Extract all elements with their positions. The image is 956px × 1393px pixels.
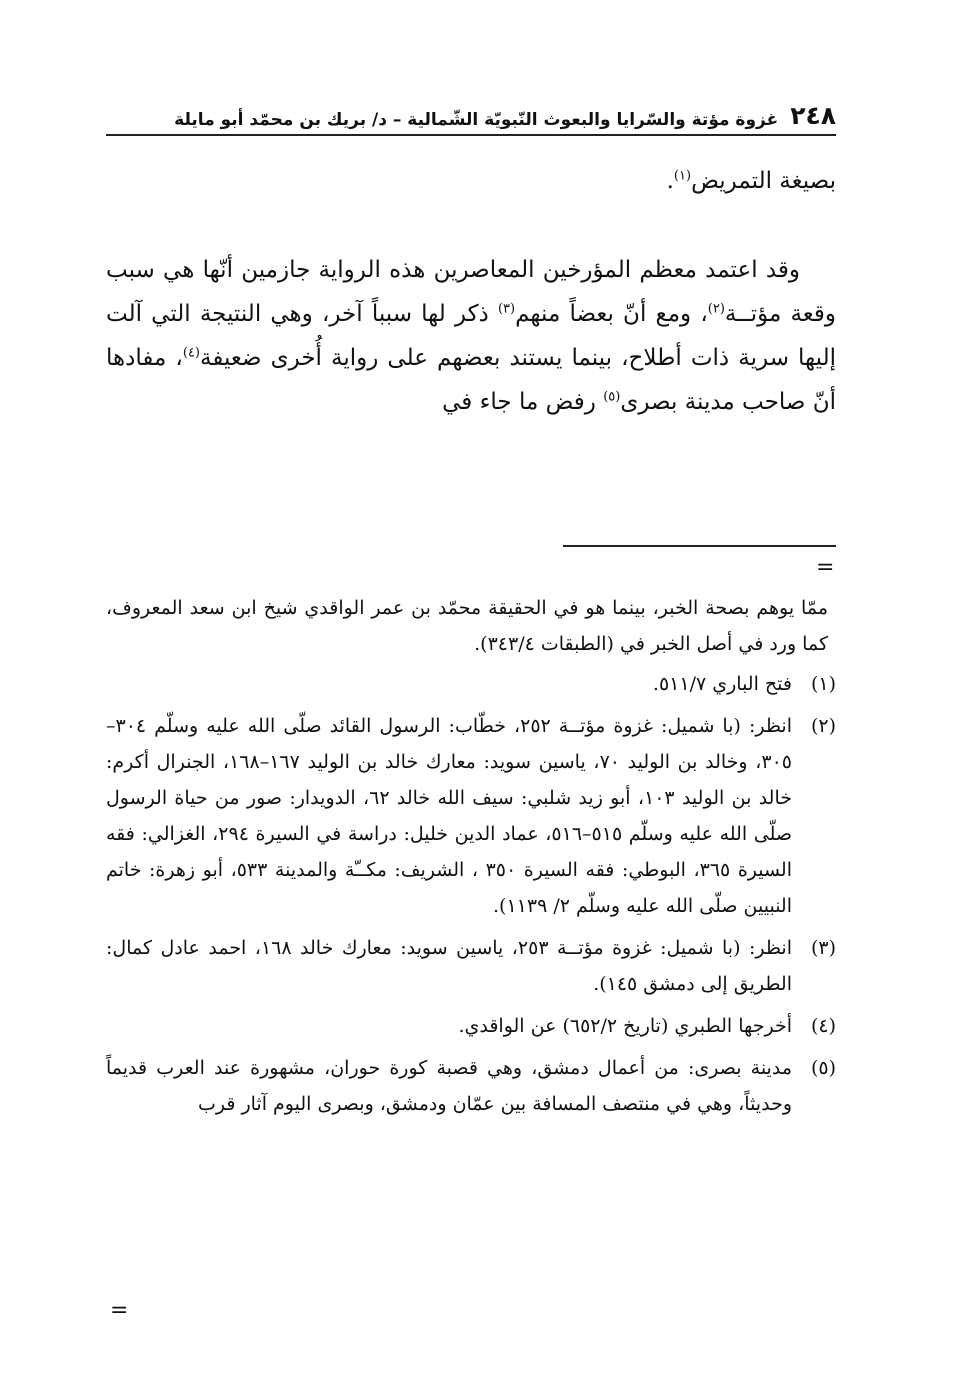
footnote-5: [106, 1050, 836, 1122]
page-header: [106, 100, 836, 136]
footnote-number: (٢): [810, 715, 836, 737]
footnote-text: أخرجها الطبري (تاريخ ٦٥٢/٢) عن الواقدي.: [458, 1015, 792, 1037]
footnote-continues-mark: =: [110, 1298, 129, 1323]
footnote-ref-1: (١): [673, 168, 692, 184]
body-paragraph-1: [106, 160, 836, 202]
footnote-number: (٣): [810, 937, 836, 959]
para1-text: بصيغة التمريض: [691, 168, 836, 194]
para2-text-3: ذكر لها سبباً آخر، وهي النتيجة التي آلت إليها سرية ذات أطلاح، بينما يستند بعضهم على رواية أُخرى ضعيفة: [106, 301, 836, 371]
footnote-ref-5: (٥): [603, 389, 621, 405]
footnote-number: (٤): [810, 1015, 836, 1037]
footnote-number: (١): [810, 673, 836, 695]
footnote-1: [106, 666, 836, 702]
footnote-2: [106, 708, 836, 924]
footnote-number: (٥): [810, 1057, 836, 1079]
footnote-continuation: ممّا يوهم بصحة الخبر، بينما هو في الحقيقة محمّد بن عمر الواقدي شيخ ابن سعد المعروف، كما ورد في أصل الخبر في (الطبقات ٣٤٣/٤).: [106, 597, 828, 655]
footnotes: [106, 590, 836, 1128]
footnote-continuation-mark: =: [816, 555, 835, 580]
para2-text-5: رفض ما جاء في: [442, 389, 604, 415]
page-number: ٢٤٨: [790, 101, 836, 130]
footnote-text: انظر: (با شميل: غزوة مؤتــة ٢٥٢، خطّاب: الرسول القائد صلّى الله عليه وسلّم ٣٠٤–٣٠٥، وخالد بن الوليد ٧٠، ياسين سويد: معارك خالد بن الوليد ١٦٧–١٦٨، الجنرال أكرم: خالد بن الوليد ١٠٣، أبو زيد شلبي: سيف الله خالد ٦٢، الدويدار: صور من حياة الرسول صلّى الله عليه وسلّم ٥١٥–٥١٦، عماد الدين خليل: دراسة في السيرة ٢٩٤، الغزالي: فقه السيرة ٣٦٥، البوطي: فقه السيرة ٣٥٠ ، الشريف: مكــّة والمدينة ٥٣٣، أبو زهرة: خاتم النبيين صلّى الله عليه وسلّم ٢/ ١١٣٩).: [106, 715, 793, 917]
footnote-text: مدينة بصرى: من أعمال دمشق، وهي قصبة كورة حوران، مشهورة عند العرب قديماً وحديثاً، وهي في منتصف المسافة بين عمّان ودمشق، وبصرى اليوم آثار قرب: [106, 1057, 792, 1115]
para2-text-2: ، ومع أنّ بعضاً منهم: [515, 301, 708, 327]
footnote-ref-3: (٣): [497, 301, 516, 317]
footnote-ref-2: (٢): [707, 301, 725, 317]
para2-text-1: وقد اعتمد معظم المؤرخين المعاصرين هذه الرواية جازمين أنّها هي سبب وقعة مؤتــة: [106, 257, 836, 327]
para2-text-4: ، مفادها أنّ صاحب مدينة بصرى: [106, 345, 836, 415]
footnote-text: فتح الباري ٥١١/٧.: [652, 673, 792, 695]
footnote-ref-4: (٤): [182, 345, 200, 361]
footnote-4: [106, 1008, 836, 1044]
footnote-3: [106, 930, 836, 1002]
footnote-text: انظر: (با شميل: غزوة مؤتــة ٢٥٣، ياسين سويد: معارك خالد ١٦٨، احمد عادل كمال: الطريق إلى دمشق ١٤٥).: [106, 937, 793, 995]
body-paragraph-2: [106, 248, 836, 424]
running-title: غزوة مؤتة والسّرايا والبعوث النّبويّة الشّمالية – د/ بريك بن محمّد أبو مايلة: [174, 110, 779, 130]
footnote-separator: [563, 545, 836, 547]
para1-end: .: [666, 168, 674, 194]
